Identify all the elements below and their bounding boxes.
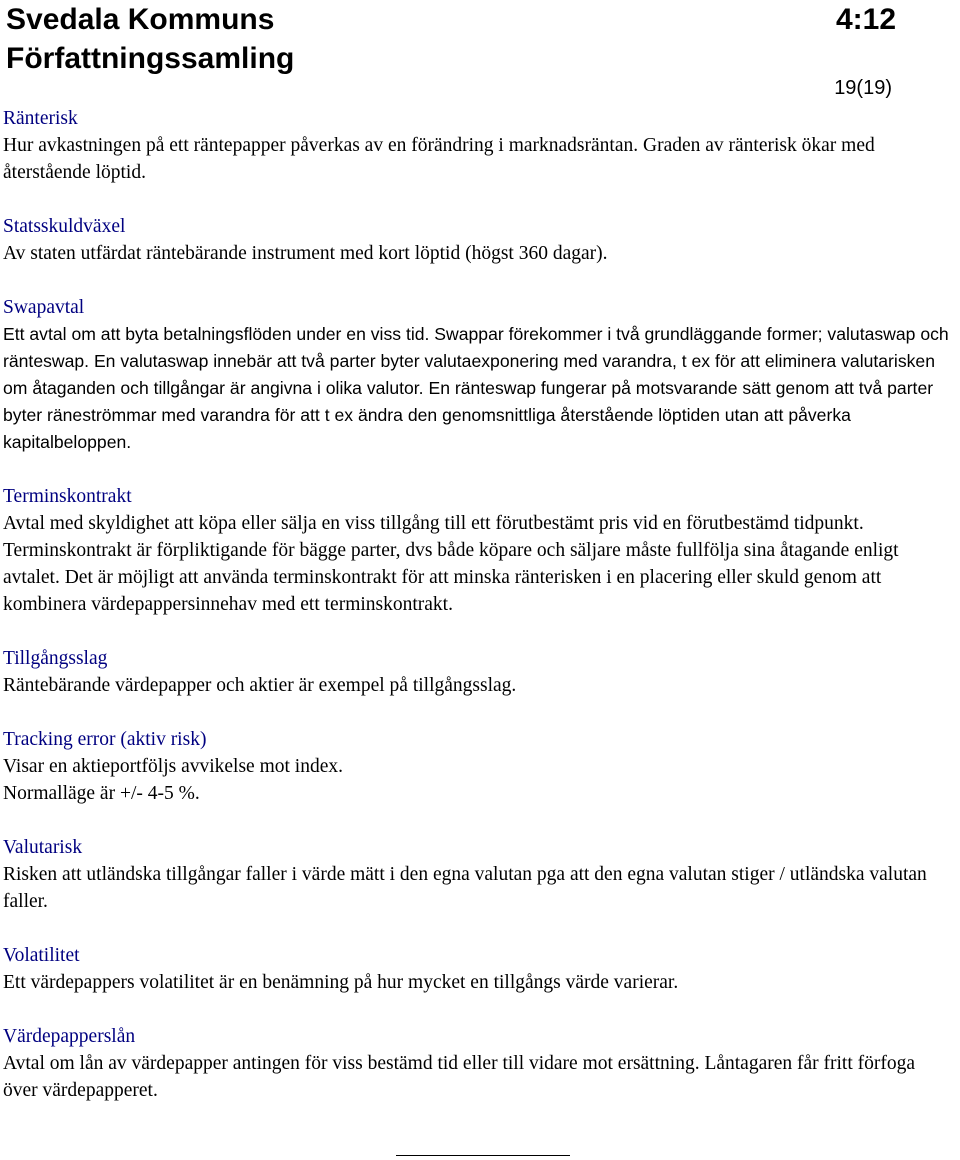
glossary-term: Swapavtal bbox=[3, 297, 85, 318]
glossary-entry bbox=[3, 645, 953, 699]
glossary-definition: Risken att utländska tillgångar faller i värde mätt i den egna valutan pga att den egna valutan stiger / utländska valutan faller. bbox=[3, 864, 927, 912]
document-title bbox=[6, 0, 294, 78]
glossary-entry bbox=[3, 834, 953, 915]
title-line-1: Svedala Kommuns bbox=[6, 3, 275, 36]
glossary-entry bbox=[3, 1023, 953, 1104]
glossary-term: Statsskuldväxel bbox=[3, 216, 126, 237]
glossary-definition: Ett värdepappers volatilitet är en benämning på hur mycket en tillgångs värde varierar. bbox=[3, 972, 679, 993]
glossary-term: Terminskontrakt bbox=[3, 486, 132, 507]
glossary-entry bbox=[3, 105, 953, 186]
glossary-definition: Avtal om lån av värdepapper antingen för viss bestämd tid eller till vidare mot ersättning. Låntagaren får fritt förfoga över värdepapperet. bbox=[3, 1053, 916, 1101]
page-number: 19(19) bbox=[834, 77, 892, 99]
glossary-term: Tillgångsslag bbox=[3, 648, 108, 669]
glossary-term: Tracking error (aktiv risk) bbox=[3, 729, 207, 750]
glossary-term: Ränterisk bbox=[3, 108, 78, 129]
glossary bbox=[3, 105, 953, 1104]
glossary-definition: Avtal med skyldighet att köpa eller sälja en viss tillgång till ett förutbestämt pris vid en förutbestämd tidpunkt. Terminskontrakt är förpliktigande för bägge parter, dvs både köpare och säljare måste fullfölja sina åtagande enligt avtalet. Det är möjligt att använda terminskontrakt för att minska ränterisken i en placering eller skuld genom att kombinera värdepappersinnehav med ett terminskontrakt. bbox=[3, 513, 899, 615]
glossary-entry bbox=[3, 213, 953, 267]
glossary-definition: Av staten utfärdat räntebärande instrument med kort löptid (högst 360 dagar). bbox=[3, 243, 608, 264]
glossary-definition: Visar en aktieportföljs avvikelse mot index. bbox=[3, 756, 343, 777]
glossary-definition: Hur avkastningen på ett räntepapper påverkas av en förändring i marknadsräntan. Graden av ränterisk ökar med återstående löptid. bbox=[3, 135, 875, 183]
document-code: 4:12 bbox=[835, 3, 896, 36]
glossary-entry bbox=[3, 483, 953, 618]
glossary-entry bbox=[3, 942, 953, 996]
glossary-entry bbox=[3, 726, 953, 807]
footer-rule bbox=[396, 1155, 570, 1156]
glossary-definition: Normalläge är +/- 4-5 %. bbox=[3, 783, 200, 804]
glossary-term: Värdepapperslån bbox=[3, 1026, 136, 1047]
glossary-term: Volatilitet bbox=[3, 945, 80, 966]
glossary-term: Valutarisk bbox=[3, 837, 83, 858]
glossary-definition: Ett avtal om att byta betalningsflöden under en viss tid. Swappar förekommer i två grundläggande former; valutaswap och ränteswap. En valutaswap innebär att två parter byter valutaexponering med varandra, t ex för att eliminera valutarisken om åtaganden och tillgångar är angivna i olika valutor. En ränteswap fungerar på motsvarande sätt genom att två parter byter räneströmmar med varandra för att t ex ändra den genomsnittliga återstående löptiden utan att påverka kapitalbeloppen. bbox=[3, 324, 949, 452]
glossary-definition: Räntebärande värdepapper och aktier är exempel på tillgångsslag. bbox=[3, 675, 517, 696]
title-line-2: Författningssamling bbox=[6, 42, 295, 75]
glossary-entry bbox=[3, 294, 953, 456]
